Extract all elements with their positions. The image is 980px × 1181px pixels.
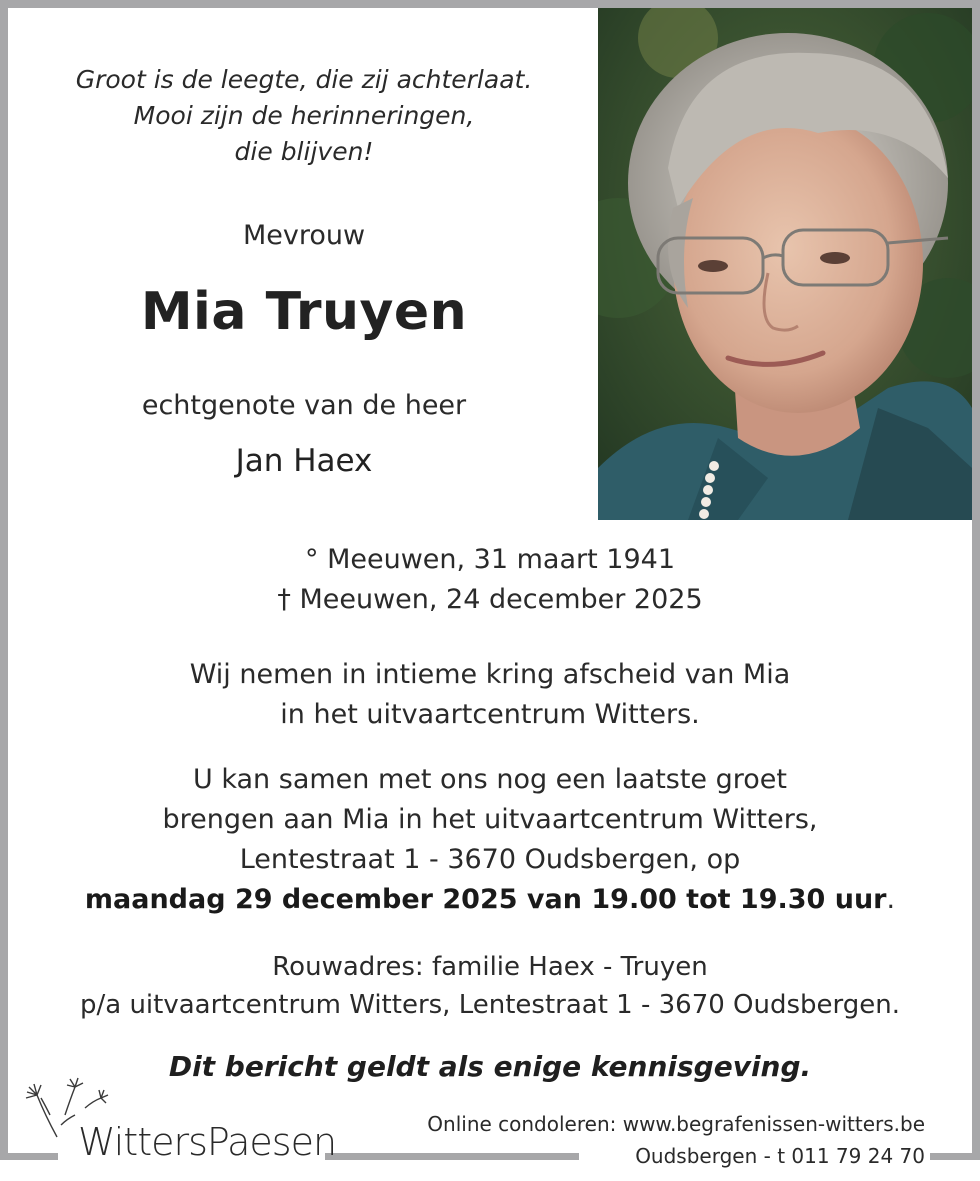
- portrait-photo: [598, 8, 972, 520]
- death-line: † Meeuwen, 24 december 2025: [277, 584, 703, 615]
- mourning-address: [20, 948, 960, 1024]
- mourning-address-line-2: p/a uitvaartcentrum Witters, Lentestraat 1 - 3670 Oudsbergen.: [79, 990, 901, 1020]
- spouse-name: Jan Haex: [235, 443, 373, 479]
- visitation-text: [20, 760, 960, 920]
- visitation-date-time: maandag 29 december 2025 van 19.00 tot 19.30 uur: [84, 884, 887, 915]
- farewell-line-1: Wij nemen in intieme kring afscheid van Mia: [189, 659, 791, 690]
- company-logo-text: WittersPaesen: [78, 1120, 337, 1164]
- honorific-title: Mevrouw: [242, 220, 366, 251]
- mourning-address-line-1: Rouwadres: familie Haex - Truyen: [272, 952, 708, 982]
- deceased-name: Mia Truyen: [140, 282, 468, 342]
- frame-bottom-border-right: [930, 1153, 980, 1160]
- visitation-date-line: [20, 880, 960, 920]
- notice-statement: Dit bericht geldt als enige kennisgeving.: [168, 1050, 812, 1083]
- visitation-line-3: Lentestraat 1 - 3670 Oudsbergen, op: [239, 844, 741, 875]
- quote-line-2: Mooi zijn de herinneringen,: [133, 101, 475, 130]
- farewell-text: [20, 655, 960, 735]
- visitation-line-2: brengen aan Mia in het uitvaartcentrum Witters,: [162, 804, 818, 835]
- frame-top-border: [0, 0, 980, 8]
- online-condolences-link[interactable]: Online condoleren: www.begrafenissen-witters.be: [427, 1112, 925, 1136]
- quote-line-1: Groot is de leegte, die zij achterlaat.: [75, 65, 533, 94]
- location-phone: Oudsbergen - t 011 79 24 70: [635, 1144, 925, 1168]
- quote-line-3: die blijven!: [234, 137, 374, 166]
- life-dates: [20, 540, 960, 620]
- memorial-quote: [30, 62, 578, 170]
- frame-left-border: [0, 0, 8, 1160]
- frame-right-border: [972, 0, 980, 1160]
- visitation-date-period: .: [886, 884, 896, 915]
- farewell-line-2: in het uitvaartcentrum Witters.: [280, 699, 700, 730]
- spouse-prefix: echtgenote van de heer: [141, 390, 467, 421]
- contact-info: [427, 1108, 925, 1172]
- visitation-line-1: U kan samen met ons nog een laatste groet: [193, 764, 787, 795]
- birth-line: ° Meeuwen, 31 maart 1941: [305, 544, 675, 575]
